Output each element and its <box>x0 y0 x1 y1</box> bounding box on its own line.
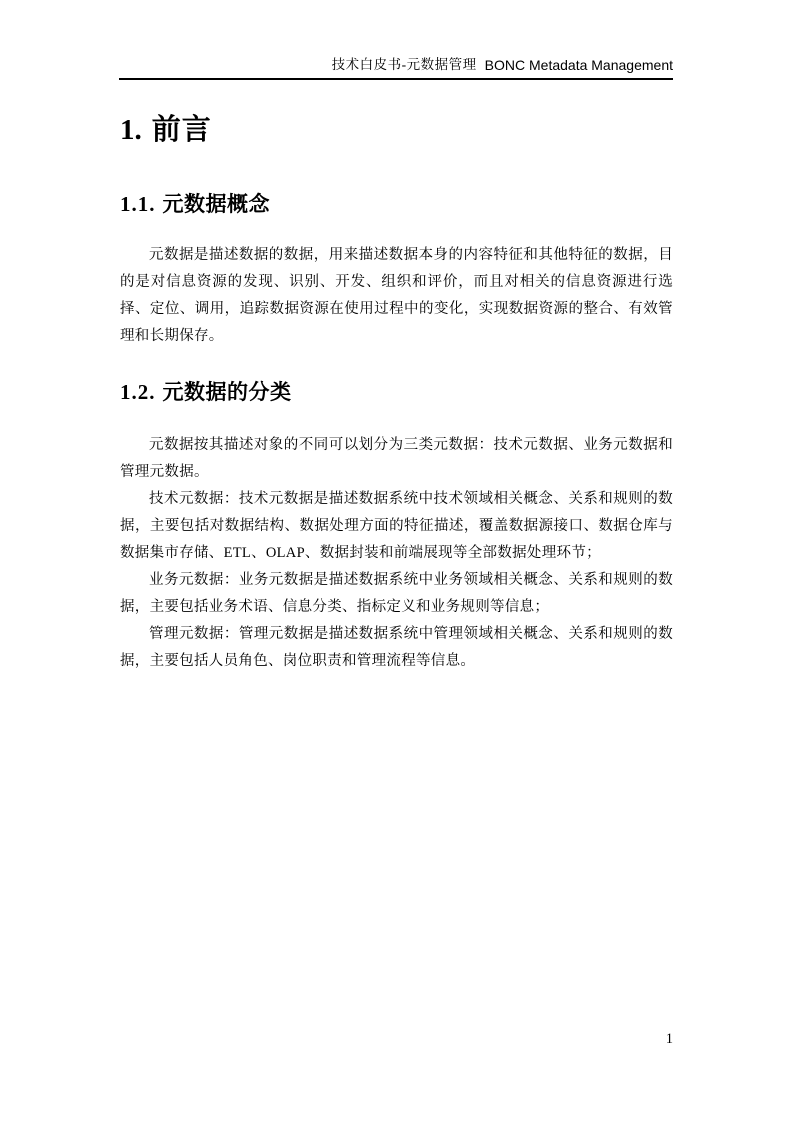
heading-1-1-text: 元数据概念 <box>162 192 270 216</box>
body-paragraph-technical-metadata: 技术元数据：技术元数据是描述数据系统中技术领域相关概念、关系和规则的数据，主要包括对数据结构、数据处理方面的特征描述，覆盖数据源接口、数据仓库与数据集市存储、ETL、OLAP、数据封装和前端展现等全部数据处理环节； <box>120 491 673 561</box>
body-paragraph-concept: 元数据是描述数据的数据，用来描述数据本身的内容特征和其他特征的数据，目的是对信息资源的发现、识别、开发、组织和评价，而且对相关的信息资源进行选择、定位、调用，追踪数据资源在使用过程中的变化，实现数据资源的整合、有效管理和长期保存。 <box>120 247 673 344</box>
chapter-title-text: 前言 <box>151 114 212 146</box>
heading-1-2 <box>120 378 673 406</box>
heading-1-2-number: 1.2. <box>120 380 156 404</box>
page-number: 1 <box>665 1031 673 1047</box>
document-content <box>120 0 673 675</box>
heading-1-2-text: 元数据的分类 <box>162 380 292 404</box>
body-paragraph-management-metadata: 管理元数据：管理元数据是描述数据系统中管理领域相关概念、关系和规则的数据，主要包括人员角色、岗位职责和管理流程等信息。 <box>120 626 673 669</box>
heading-1-1-number: 1.1. <box>120 192 156 216</box>
heading-1-1 <box>120 190 673 218</box>
header-title-english: BONC Metadata Management <box>484 57 673 73</box>
chapter-number: 1. <box>120 114 142 146</box>
chapter-title <box>120 112 673 148</box>
body-paragraph-business-metadata: 业务元数据：业务元数据是描述数据系统中业务领域相关概念、关系和规则的数据，主要包括业务术语、信息分类、指标定义和业务规则等信息； <box>120 572 673 615</box>
header-title-chinese: 技术白皮书-元数据管理 <box>331 57 477 72</box>
body-paragraph-classification-intro: 元数据按其描述对象的不同可以划分为三类元数据：技术元数据、业务元数据和管理元数据。 <box>120 437 673 480</box>
